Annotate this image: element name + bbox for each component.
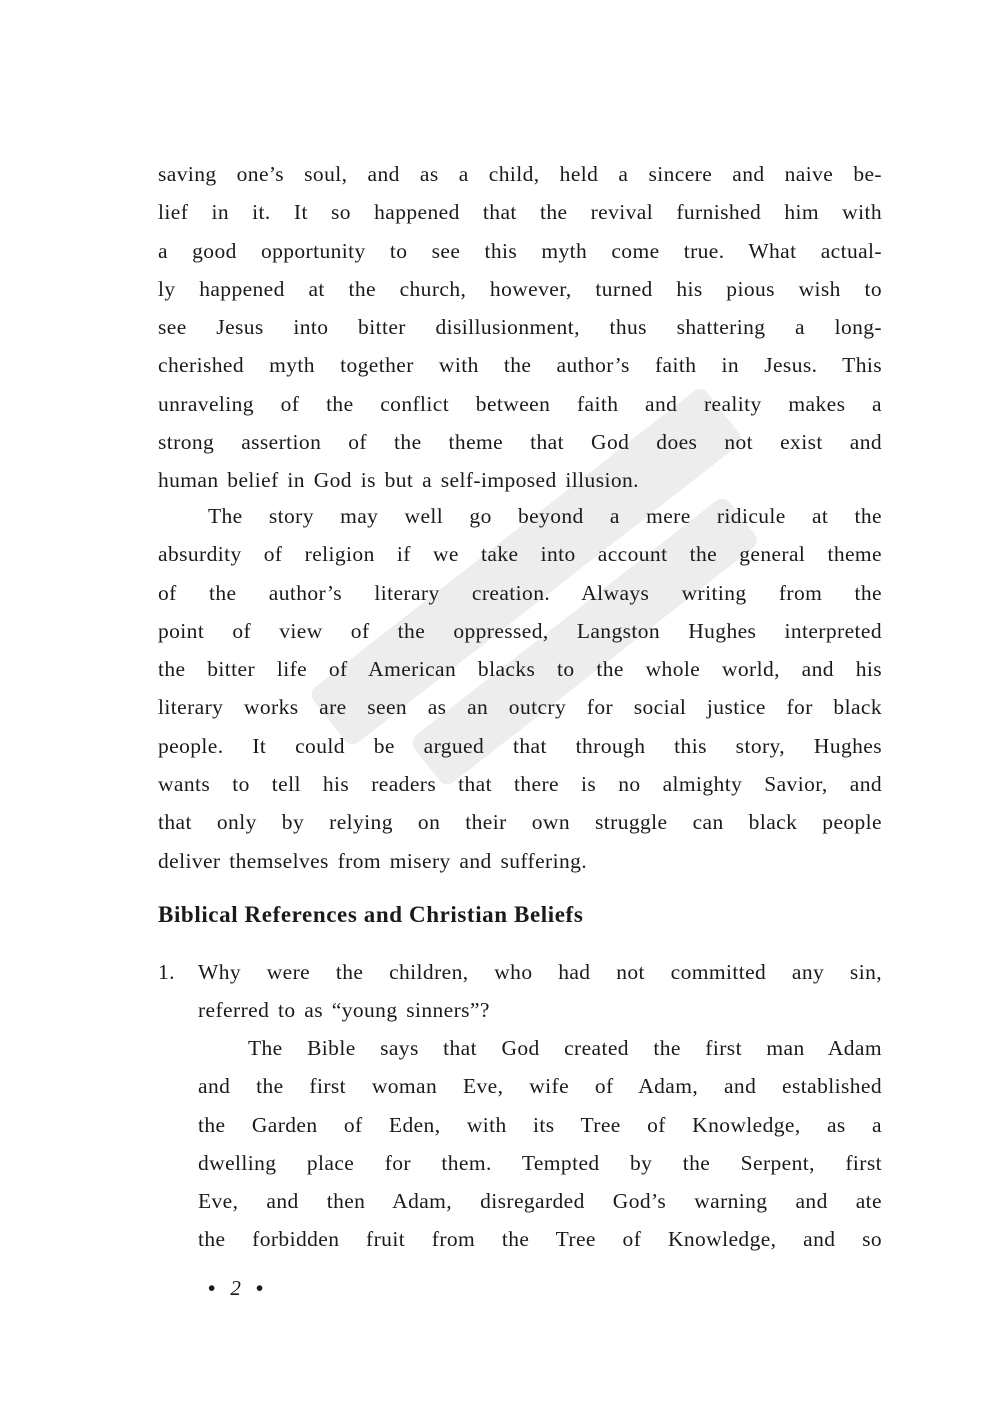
text-line: The Bible says that God created the first man Adam xyxy=(248,1036,882,1060)
text-line: human belief in God is but a self-imposed illusion. xyxy=(158,468,639,493)
text-line: the Garden of Eden, with its Tree of Knowledge, as a xyxy=(198,1112,882,1137)
text-line: people. It could be argued that through this story, Hughes xyxy=(158,733,882,758)
page-number-folio xyxy=(194,1276,278,1301)
section-heading: Biblical References and Christian Beliefs xyxy=(158,902,584,927)
text-line: that only by relying on their own struggle can black people xyxy=(158,810,882,835)
page-number: 2 xyxy=(230,1276,242,1300)
text-line: ly happened at the church, however, turned his pious wish to xyxy=(158,276,882,301)
question-line: referred to as “young sinners”? xyxy=(198,998,490,1023)
folio-ornament-left: • xyxy=(208,1276,217,1300)
text-line: deliver themselves from misery and suffering. xyxy=(158,848,588,873)
text-line: The story may well go beyond a mere ridicule at the xyxy=(208,504,882,528)
text-line: point of view of the oppressed, Langston Hughes interpreted xyxy=(158,618,882,643)
text-line: strong assertion of the theme that God does not exist and xyxy=(158,430,882,455)
text-line: lief in it. It so happened that the revival furnished him with xyxy=(158,200,882,225)
paragraph xyxy=(158,497,882,880)
text-line: a good opportunity to see this myth come true. What actual- xyxy=(158,238,882,263)
folio-ornament-right: • xyxy=(255,1276,265,1300)
text-line: see Jesus into bitter disillusionment, thus shattering a long- xyxy=(158,315,882,340)
text-line: the forbidden fruit from the Tree of Knowledge, and so xyxy=(198,1227,882,1252)
answer-paragraph xyxy=(198,1029,882,1259)
text-line: wants to tell his readers that there is no almighty Savior, and xyxy=(158,772,882,797)
text-line: Eve, and then Adam, disregarded God’s warning and ate xyxy=(198,1189,882,1214)
text-line: literary works are seen as an outcry for social justice for black xyxy=(158,695,882,720)
question-line: Why were the children, who had not committed any sin, xyxy=(198,960,882,984)
text-line: of the author’s literary creation. Always writing from the xyxy=(158,580,882,605)
text-line: and the first woman Eve, wife of Adam, and established xyxy=(198,1074,882,1099)
text-line: saving one’s soul, and as a child, held a sincere and naive be- xyxy=(158,162,882,186)
paragraph-continuation xyxy=(158,155,882,500)
text-line: absurdity of religion if we take into account the general theme xyxy=(158,542,882,567)
question-item xyxy=(158,953,882,1030)
text-line: cherished myth together with the author’s faith in Jesus. This xyxy=(158,353,882,378)
question-number: 1. xyxy=(158,960,175,984)
text-line: unraveling of the conflict between faith and reality makes a xyxy=(158,391,882,416)
text-line: dwelling place for them. Tempted by the Serpent, first xyxy=(198,1150,882,1175)
text-line: the bitter life of American blacks to the whole world, and his xyxy=(158,657,882,682)
